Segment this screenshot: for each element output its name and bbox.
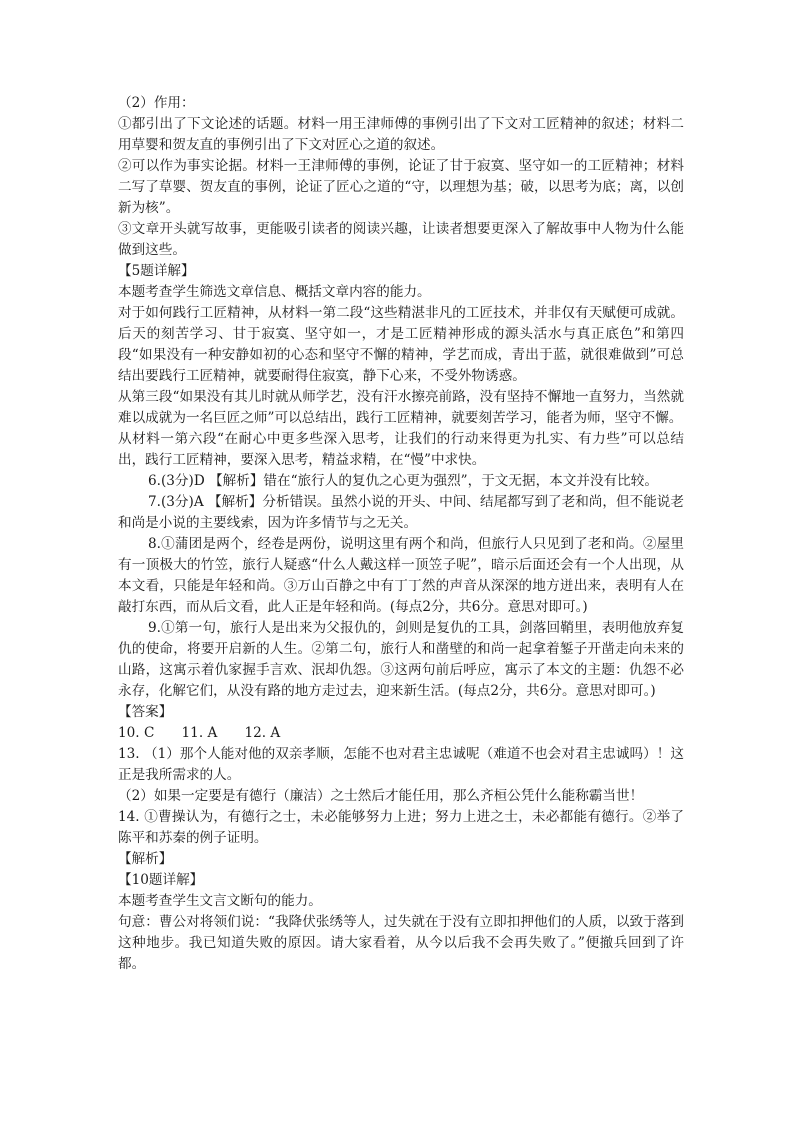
section-label: （2）作用： [118,95,195,111]
paragraph: 本题考查学生文言文断句的能力。 [118,893,322,909]
answer-item: 8.①蒲团是两个，经卷是两份，说明这里有两个和尚，但旅行人只见到了老和尚。②屋里有一顶极大的竹笠，旅行人疑惑“什么人戴这样一顶笠子呢”，暗示后面还会有一个人出现，从本文看，只能是年轻和尚。③万山百静之中有丁丁然的声音从深深的地方迸出来，表明有人在敲打东西，而从后文看，此人正是年轻和尚。(每点2分，共6分。意思对即可。) [118,536,684,615]
section-heading: 【10题详解】 [118,872,204,888]
paragraph: 从第三段“如果没有其儿时就从师学艺，没有汗水擦亮前路，没有坚持不懈地一直努力，当然就难以成就为一名巨匠之师”可以总结出，践行工匠精神，就要刻苦学习，能者为师，坚守不懈。 [118,389,684,426]
paragraph: 对于如何践行工匠精神，从材料一第二段“这些精湛非凡的工匠技术，并非仅有天赋便可成就。后天的刻苦学习、甘于寂寞、坚守如一，才是工匠精神形成的源头活水与真正底色”和第四段“如果没有一种安静如初的心态和坚守不懈的精神，学艺而成，青出于蓝，就很难做到”可总结出要践行工匠精神，就要耐得住寂寞，静下心来，不受外物诱惑。 [118,305,684,384]
section-heading: 【解析】 [118,851,173,867]
paragraph: ①都引出了下文论述的话题。材料一用王津师傅的事例引出了下文对工匠精神的叙述；材料二用草婴和贺友直的事例引出了下文对匠心之道的叙述。 [118,116,684,153]
paragraph: 13. （1）那个人能对他的双亲孝顺，怎能不也对君主忠诚呢（难道不也会对君主忠诚吗）！这正是我所需求的人。 [118,746,684,783]
section-heading: 【答案】 [118,704,173,720]
document-page [118,93,684,975]
answer-item: 9.①第一句，旅行人是出来为父报仇的，剑则是复仇的工具，剑落回鞘里，表明他放弃复仇的使命，将要开启新的人生。②第二句，旅行人和凿壁的和尚一起拿着錾子开凿走向未来的山路，这寓示着仇家握手言欢、泯却仇怨。③这两句前后呼应，寓示了本文的主题：仇怨不必永存，化解它们，从没有路的地方走过去，迎来新生活。(每点2分，共6分。意思对即可。) [118,620,684,699]
paragraph: （2）如果一定要是有德行（廉洁）之士然后才能任用，那么齐桓公凭什么能称霸当世！ [118,788,644,804]
paragraph: 14. ①曹操认为，有德行之士，未必能够努力上进；努力上进之士，未必都能有德行。②举了陈平和苏秦的例子证明。 [118,809,684,846]
paragraph: 句意：曹公对将领们说：“我降伏张绣等人，过失就在于没有立即扣押他们的人质，以致于落到这种地步。我已知道失败的原因。请大家看着，从今以后我不会再失败了。”便撤兵回到了许都。 [118,914,684,972]
answer-item: 6.(3分)D 【解析】错在“旅行人的复仇之心更为强烈”，于文无据，本文并没有比较。 [148,473,658,489]
paragraph: ③文章开头就写故事，更能吸引读者的阅读兴趣，让读者想要更深入了解故事中人物为什么能做到这些。 [118,221,684,258]
paragraph: ②可以作为事实论据。材料一王津师傅的事例，论证了甘于寂寞、坚守如一的工匠精神；材料二写了草婴、贺友直的事例，论证了匠心之道的“守，以理想为基；破，以思考为底；离，以创新为核”。 [118,158,684,216]
section-heading: 【5题详解】 [118,263,195,279]
paragraph: 本题考查学生筛选文章信息、概括文章内容的能力。 [118,284,431,300]
answer-item: 7.(3分)A 【解析】分析错误。虽然小说的开头、中间、结尾都写到了老和尚，但不能说老和尚是小说的主要线索，因为许多情节与之无关。 [118,494,684,531]
answer-line: 10. C 11. A 12. A [118,725,281,741]
paragraph: 从材料一第六段“在耐心中更多些深入思考，让我们的行动来得更为扎实、有力些”可以总结出，践行工匠精神，要深入思考，精益求精，在“慢”中求快。 [118,431,684,468]
